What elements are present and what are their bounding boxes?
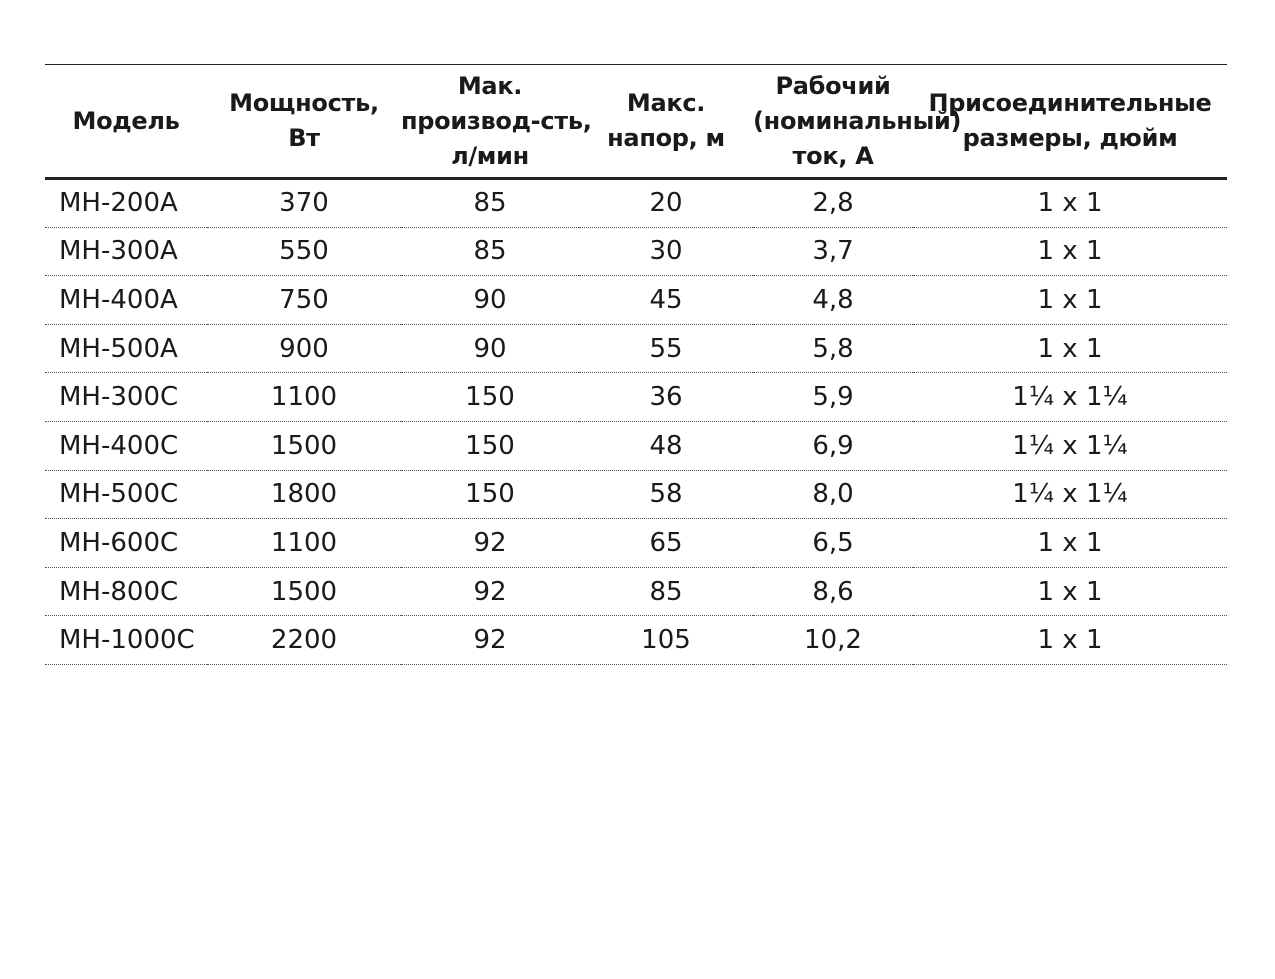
header-power-line: Мощность, <box>229 89 379 117</box>
cell-flow: 85 <box>473 236 507 267</box>
pump-spec-table <box>45 64 1227 665</box>
cell-head: 105 <box>641 625 691 656</box>
cell-current: 3,7 <box>812 236 854 267</box>
table-header <box>45 65 1227 179</box>
cell-flow: 90 <box>473 333 507 364</box>
cell-model: MH-600C <box>59 527 179 558</box>
cell-power: 900 <box>279 333 329 364</box>
cell-model: MH-800C <box>59 576 179 607</box>
header-model <box>45 65 207 179</box>
cell-size: 1 x 1 <box>1037 188 1103 219</box>
table-row <box>45 324 1227 373</box>
table-row <box>45 470 1227 519</box>
cell-head: 48 <box>649 430 683 461</box>
cell-model: MH-200A <box>59 188 178 219</box>
cell-head: 58 <box>649 479 683 510</box>
header-head-line: напор, м <box>607 124 725 152</box>
cell-current: 8,6 <box>812 576 854 607</box>
cell-model: MH-1000C <box>59 625 195 656</box>
cell-power: 1800 <box>270 479 338 510</box>
header-flow-line: Мак. <box>457 71 523 100</box>
cell-power: 550 <box>279 236 329 267</box>
cell-size: 1 x 1 <box>1037 284 1103 315</box>
cell-head: 45 <box>649 284 683 315</box>
cell-head: 20 <box>649 188 683 219</box>
cell-power: 750 <box>279 284 329 315</box>
cell-size: 1 x 1 <box>1037 527 1103 558</box>
table-row <box>45 616 1227 665</box>
table-row <box>45 179 1227 228</box>
header-current-line: Рабочий <box>775 71 891 100</box>
cell-power: 370 <box>279 188 329 219</box>
cell-head: 30 <box>649 236 683 267</box>
cell-power: 1500 <box>270 430 338 461</box>
cell-current: 5,9 <box>812 382 854 413</box>
cell-model: MH-400A <box>59 284 178 315</box>
cell-model: MH-400C <box>59 430 179 461</box>
header-current-line: ток, А <box>792 141 874 170</box>
header-power-line: Вт <box>288 124 320 152</box>
cell-flow: 150 <box>465 430 515 461</box>
table-row <box>45 276 1227 325</box>
cell-model: MH-500A <box>59 333 178 364</box>
header-head <box>579 65 753 179</box>
cell-current: 8,0 <box>812 479 854 510</box>
cell-size: 1 x 1 <box>1037 236 1103 267</box>
cell-model: MH-300A <box>59 236 178 267</box>
cell-flow: 150 <box>465 382 515 413</box>
header-flow-line: л/мин <box>451 141 529 170</box>
cell-model: MH-500C <box>59 479 179 510</box>
cell-current: 5,8 <box>812 333 854 364</box>
header-current <box>753 65 962 179</box>
header-size-line: размеры, дюйм <box>962 124 1178 152</box>
cell-power: 2200 <box>270 625 338 656</box>
cell-flow: 92 <box>473 625 507 656</box>
header-model-line: Модель <box>72 106 180 135</box>
cell-current: 2,8 <box>812 188 854 219</box>
cell-head: 55 <box>649 333 683 364</box>
header-flow <box>401 65 592 179</box>
cell-power: 1100 <box>270 527 338 558</box>
cell-power: 1100 <box>270 382 338 413</box>
header-size-line: Присоединительные <box>928 89 1212 117</box>
cell-model: MH-300C <box>59 382 179 413</box>
table-body <box>45 179 1227 665</box>
cell-head: 65 <box>649 527 683 558</box>
cell-head: 36 <box>649 382 683 413</box>
table-row <box>45 373 1227 422</box>
cell-head: 85 <box>649 576 683 607</box>
table-row <box>45 421 1227 470</box>
table-row <box>45 567 1227 616</box>
cell-flow: 90 <box>473 284 507 315</box>
header-row <box>45 65 1227 179</box>
cell-size: 1¼ x 1¼ <box>1012 430 1128 461</box>
cell-size: 1 x 1 <box>1037 333 1103 364</box>
cell-current: 6,9 <box>812 430 854 461</box>
cell-flow: 150 <box>465 479 515 510</box>
cell-size: 1 x 1 <box>1037 625 1103 656</box>
cell-current: 10,2 <box>804 625 862 656</box>
cell-flow: 92 <box>473 527 507 558</box>
cell-size: 1¼ x 1¼ <box>1012 479 1128 510</box>
cell-size: 1¼ x 1¼ <box>1012 382 1128 413</box>
cell-power: 1500 <box>270 576 338 607</box>
header-current-line: (номинальный) <box>753 106 962 135</box>
header-power <box>207 65 401 179</box>
table-row <box>45 519 1227 568</box>
cell-current: 6,5 <box>812 527 854 558</box>
table-row <box>45 227 1227 276</box>
header-head-line: Макс. <box>626 89 706 117</box>
header-flow-line: производ-сть, <box>401 106 592 135</box>
cell-current: 4,8 <box>812 284 854 315</box>
cell-size: 1 x 1 <box>1037 576 1103 607</box>
cell-flow: 92 <box>473 576 507 607</box>
cell-flow: 85 <box>473 188 507 219</box>
